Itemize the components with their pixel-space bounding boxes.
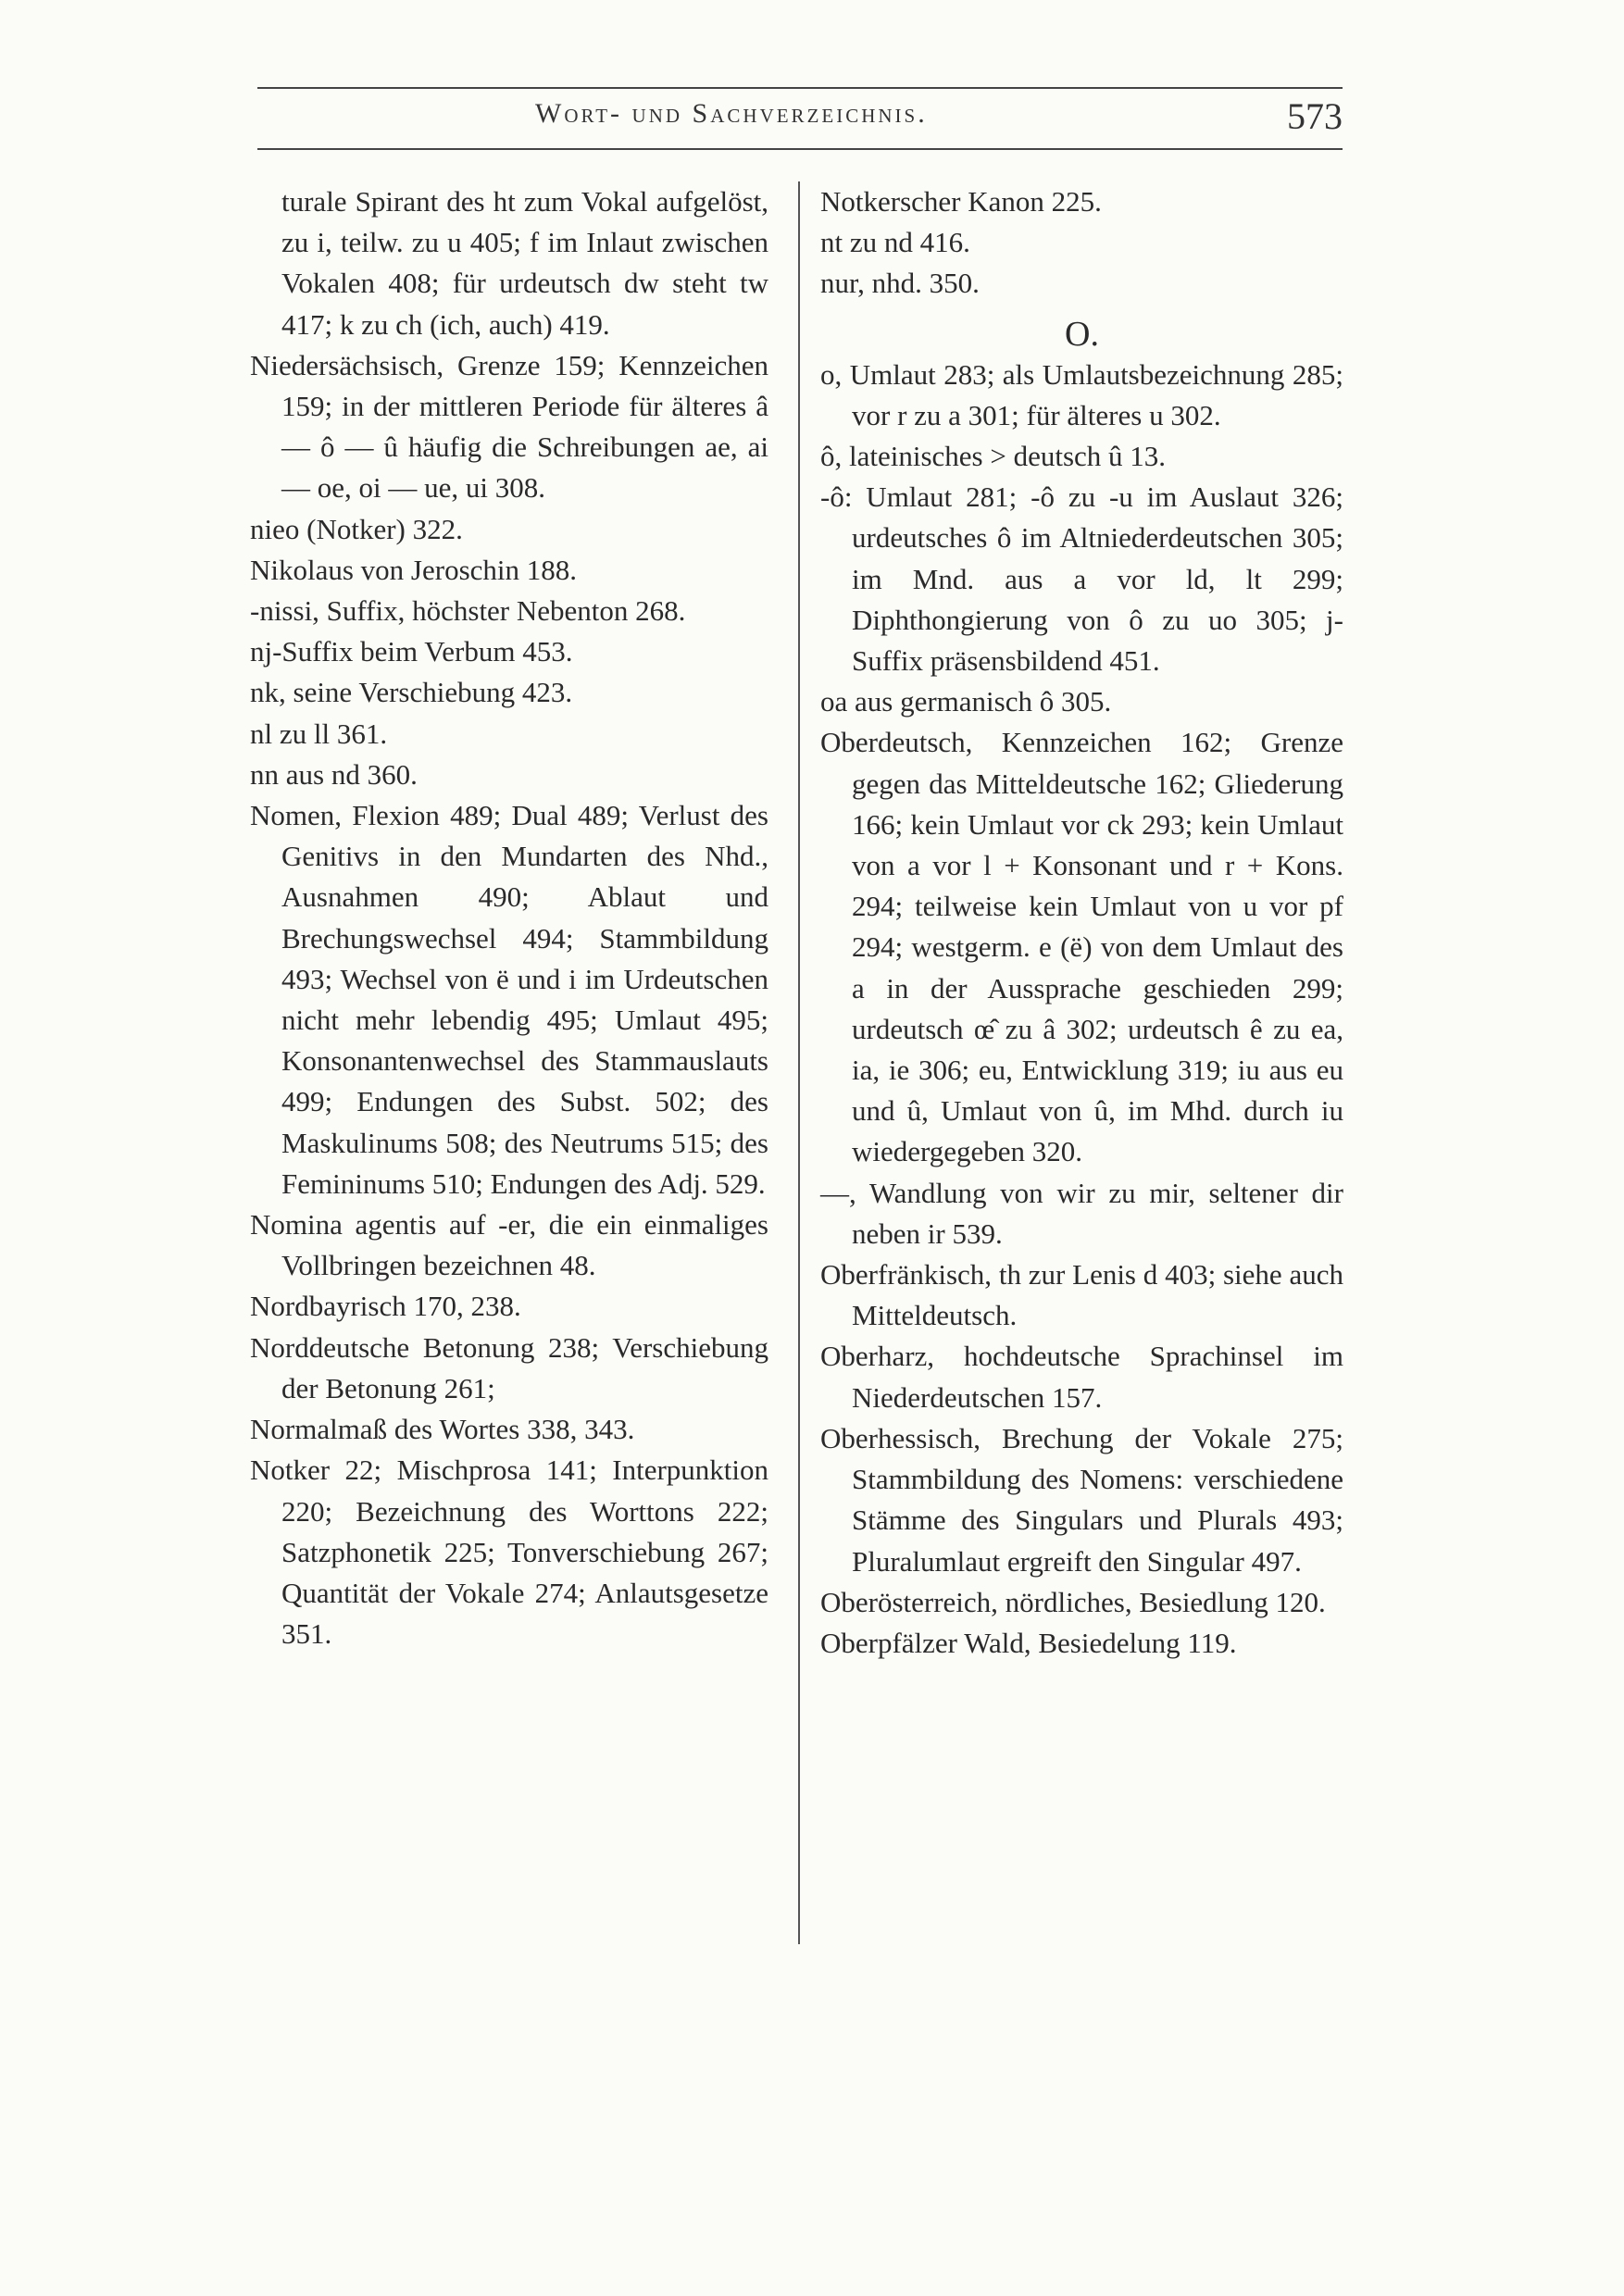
index-entry: Nomina agentis auf -er, die ein einmaliges Vollbringen bezeichnen 48. [250, 1208, 768, 1282]
index-entry: ô, lateinisches > deutsch û 13. [820, 440, 1167, 473]
index-entry: Oberhessisch, Brechung der Vokale 275; Stammbildung des Nomens: verschiedene Stämme des Singulars und Plurals 493; Pluralumlaut ergreift den Singular 497. [820, 1421, 1343, 1578]
top-rule [257, 87, 1343, 89]
index-entry: oa aus germanisch ô 305. [820, 685, 1112, 718]
index-entry: nn aus nd 360. [250, 757, 418, 791]
running-title: Wort- und Sachverzeichnis. [535, 98, 928, 129]
index-entry: Notkerscher Kanon 225. [820, 185, 1102, 218]
index-entry: Oberharz, hochdeutsche Sprachinsel im Niederdeutschen 157. [820, 1340, 1343, 1414]
page-header [257, 93, 1343, 150]
index-entry: Nordbayrisch 170, 238. [250, 1290, 521, 1323]
index-entry: Nikolaus von Jeroschin 188. [250, 553, 578, 586]
index-entry: nj-Suffix beim Verbum 453. [250, 635, 573, 668]
left-column [250, 181, 768, 1654]
index-entry: nl zu ll 361. [250, 717, 388, 750]
index-entry: Nomen, Flexion 489; Dual 489; Verlust des Genitivs in den Mundarten des Nhd., Ausnahmen 490; Ablaut und Brechungswechsel 494; Stammbildung 493; Wechsel von ë und i im Urdeutschen nicht mehr lebendig 495; Umlaut 495; Konsonantenwechsel des Stammauslauts 499; Endungen des Subst. 502; des Maskulinums 508; des Neutrums 515; des Femininums 510; Endungen des Adj. 529. [250, 799, 768, 1200]
index-entry: Notker 22; Mischprosa 141; Interpunktion 220; Bezeichnung des Worttons 222; Satzphonetik 225; Tonverschiebung 267; Quantität der Vokale 274; Anlautsgesetze 351. [250, 1454, 768, 1651]
index-entry: Normalmaß des Wortes 338, 343. [250, 1413, 635, 1446]
header-rule [257, 148, 1343, 150]
index-entry: Oberfränkisch, th zur Lenis d 403; siehe auch Mitteldeutsch. [820, 1258, 1343, 1332]
index-entry: -nissi, Suffix, höchster Nebenton 268. [250, 594, 686, 628]
right-column [820, 181, 1343, 1664]
index-entry: —, Wandlung von wir zu mir, seltener dir neben ir 539. [820, 1176, 1343, 1250]
index-entry: Oberpfälzer Wald, Besiedelung 119. [820, 1626, 1237, 1659]
index-entry: turale Spirant des ht zum Vokal aufgelöst, zu i, teilw. zu u 405; f im Inlaut zwischen Vokalen 408; für urdeutsch dw steht tw 417; k zu ch (ich, auch) 419. [281, 185, 768, 341]
page-number: 573 [1287, 95, 1343, 137]
index-entry: -ô: Umlaut 281; -ô zu -u im Auslaut 326; urdeutsches ô im Altniederdeutschen 305; im Mnd. aus a vor ld, lt 299; Diphthongierung von ô zu uo 305; j-Suffix präsensbildend 451. [820, 480, 1343, 678]
column-divider [798, 181, 800, 1944]
section-letter: O. [1065, 314, 1099, 354]
index-entry: nt zu nd 416. [820, 226, 970, 259]
index-entry: nur, nhd. 350. [820, 267, 980, 300]
index-entry: nieo (Notker) 322. [250, 512, 463, 545]
index-entry: Oberösterreich, nördliches, Besiedlung 120. [820, 1585, 1326, 1618]
index-entry: Niedersächsisch, Grenze 159; Kennzeichen 159; in der mittleren Periode für älteres â — ô — û häufig die Schreibungen ae, ai — oe, oi — ue, ui 308. [250, 348, 768, 505]
index-entry: Oberdeutsch, Kennzeichen 162; Grenze gegen das Mitteldeutsche 162; Gliederung 166; kein Umlaut vor ck 293; kein Umlaut von a vor l + Konsonant und r + Kons. 294; teilweise kein Umlaut von u vor pf 294; westgerm. e (ë) von dem Umlaut des a in der Aussprache geschieden 299; urdeutsch œ̂ zu â 302; urdeutsch ê zu ea, ia, ie 306; eu, Entwicklung 319; iu aus eu und û, Umlaut von û, im Mhd. durch iu wiedergegeben 320. [820, 726, 1343, 1168]
index-entry: o, Umlaut 283; als Umlautsbezeichnung 285; vor r zu a 301; für älteres u 302. [820, 357, 1343, 431]
index-entry: nk, seine Verschiebung 423. [250, 676, 573, 709]
index-entry: Norddeutsche Betonung 238; Verschiebung der Betonung 261; [250, 1330, 768, 1404]
